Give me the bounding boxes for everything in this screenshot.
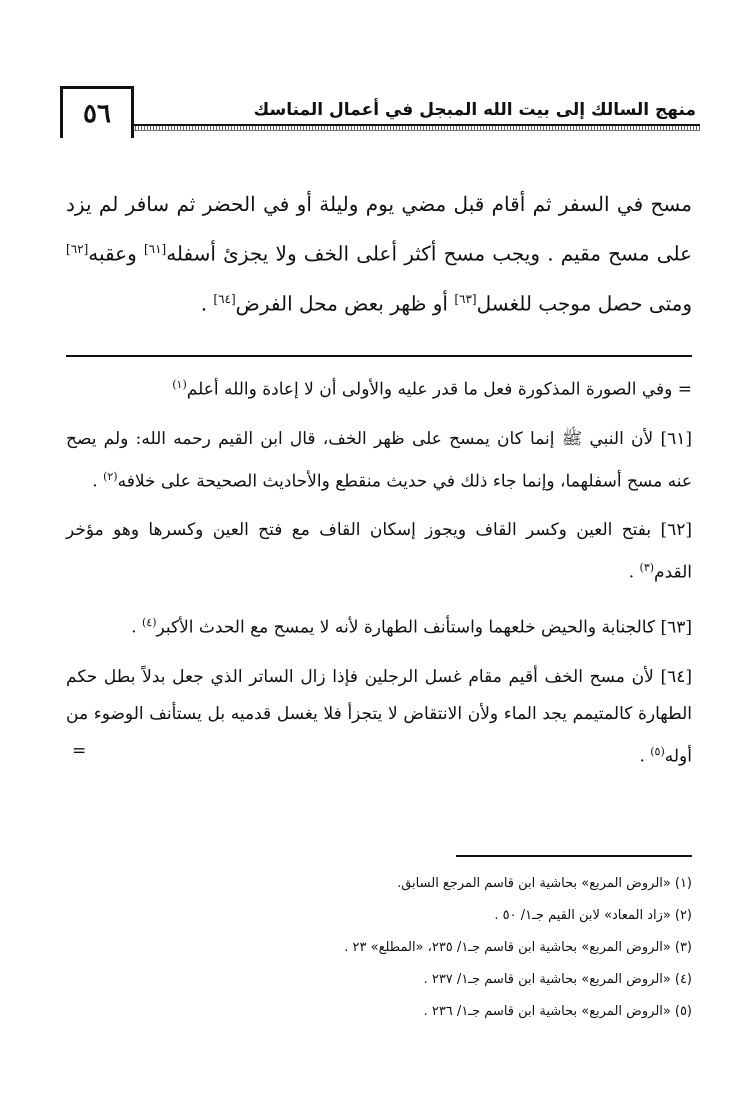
footnote-text: «الروض المربع» بحاشية ابن قاسم المرجع السابق. (397, 876, 671, 891)
page-number: ٥٦ (60, 86, 134, 138)
main-paragraph (66, 182, 692, 326)
main-line-2: على مسح مقيم . ويجب مسح أكثر أعلى الخف ولا يجزئ أسفله (166, 241, 693, 266)
footnote-number: (٤) (674, 972, 692, 987)
continuation-note (66, 366, 692, 409)
footnote-text: «الروض المربع» بحاشية ابن قاسم جـ١/ ٢٣٧ . (423, 972, 671, 987)
note-text: لأن النبي ﷺ إنما كان يمسح على ظهر الخف، قال ابن القيم رحمه الله: ولم يصح عنه مسح أسفلهما، وإنما جاء ذلك في حديث منقطع والأحاديث الصحيحة على خلافه (66, 428, 692, 492)
page-header (60, 86, 700, 142)
footnote-5 (66, 996, 692, 1028)
note-62 (66, 512, 692, 592)
footnote-ref: (٢) (103, 469, 118, 483)
note-end: . (131, 617, 137, 638)
continuation-text: = وفي الصورة المذكورة فعل ما قدر عليه والأولى أن لا إعادة والله أعلم (186, 379, 692, 400)
note-end: . (628, 562, 635, 583)
note-end: . (639, 746, 645, 767)
note-label: [٦٣] (660, 617, 692, 638)
footnote-ref: (٤) (141, 615, 157, 629)
ref-62: [٦٢] (66, 242, 89, 256)
footnote-number: (١) (674, 876, 692, 891)
header-rule (132, 124, 700, 131)
note-text: لأن مسح الخف أقيم مقام غسل الرجلين فإذا زال الساتر الذي جعل بدلاً بطل حكم الطهارة كالمتيمم يجد الماء ولأن الانتقاض لا يتجزأ فلا يغسل قدميه بل يستأنف الوضوء من أوله (66, 666, 692, 767)
footnote-2 (66, 900, 692, 932)
note-64 (66, 659, 692, 776)
note-label: [٦١] (660, 428, 692, 449)
book-title: منهج السالك إلى بيت الله المبجل في أعمال المناسك (253, 100, 696, 120)
ref-61: [٦١] (143, 242, 167, 256)
continue-mark: = (72, 740, 87, 761)
note-label: [٦٢] (660, 520, 693, 541)
footnote-4 (66, 964, 692, 996)
main-line-4: محل الفرض (235, 291, 338, 316)
footnote-ref: (١) (172, 378, 187, 391)
section-divider (66, 355, 692, 357)
footnote-number: (٢) (674, 908, 692, 923)
footnote-text: «الروض المربع» بحاشية ابن قاسم جـ١/ ٢٣٥، «المطلع» ٢٣ . (344, 940, 671, 955)
note-61 (66, 421, 692, 501)
footnote-ref: (٥) (650, 744, 665, 758)
commentary-notes (66, 366, 692, 787)
footnote-text: «زاد المعاد» لابن القيم جـ١/ ٥٠ . (494, 908, 671, 923)
footnote-number: (٣) (674, 940, 692, 955)
note-end: . (92, 471, 98, 492)
main-line-1: مسح في السفر ثم أقام قبل مضي يوم وليلة أو في الحضر ثم سافر لم يزد (66, 192, 692, 216)
ref-63: [٦٣] (454, 291, 477, 306)
footnote-text: «الروض المربع» بحاشية ابن قاسم جـ١/ ٢٣٦ . (423, 1004, 671, 1019)
footnote-ref: (٣) (639, 561, 655, 575)
note-63 (66, 604, 692, 647)
note-label: [٦٤] (660, 666, 693, 687)
note-text: كالجنابة والحيض خلعهما واستأنف الطهارة لأنه لا يمسح مع الحدث الأكبر (156, 617, 656, 638)
ref-64: [٦٤] (213, 291, 236, 306)
footnote-3 (66, 932, 692, 964)
footnote-number: (٥) (674, 1004, 692, 1019)
main-line-3b: ومتى حصل موجب للغسل (476, 291, 692, 316)
footnotes (66, 868, 692, 1028)
note-text: بفتح العين وكسر القاف ويجوز إسكان القاف مع فتح العين وكسرها وهو مؤخر القدم (66, 520, 692, 583)
footnote-divider (456, 855, 692, 857)
main-line-3: وعقبه (88, 241, 137, 266)
footnote-1 (66, 868, 692, 900)
main-line-4-end: . (200, 291, 208, 316)
main-line-3c: أو ظهر بعض (344, 291, 448, 316)
